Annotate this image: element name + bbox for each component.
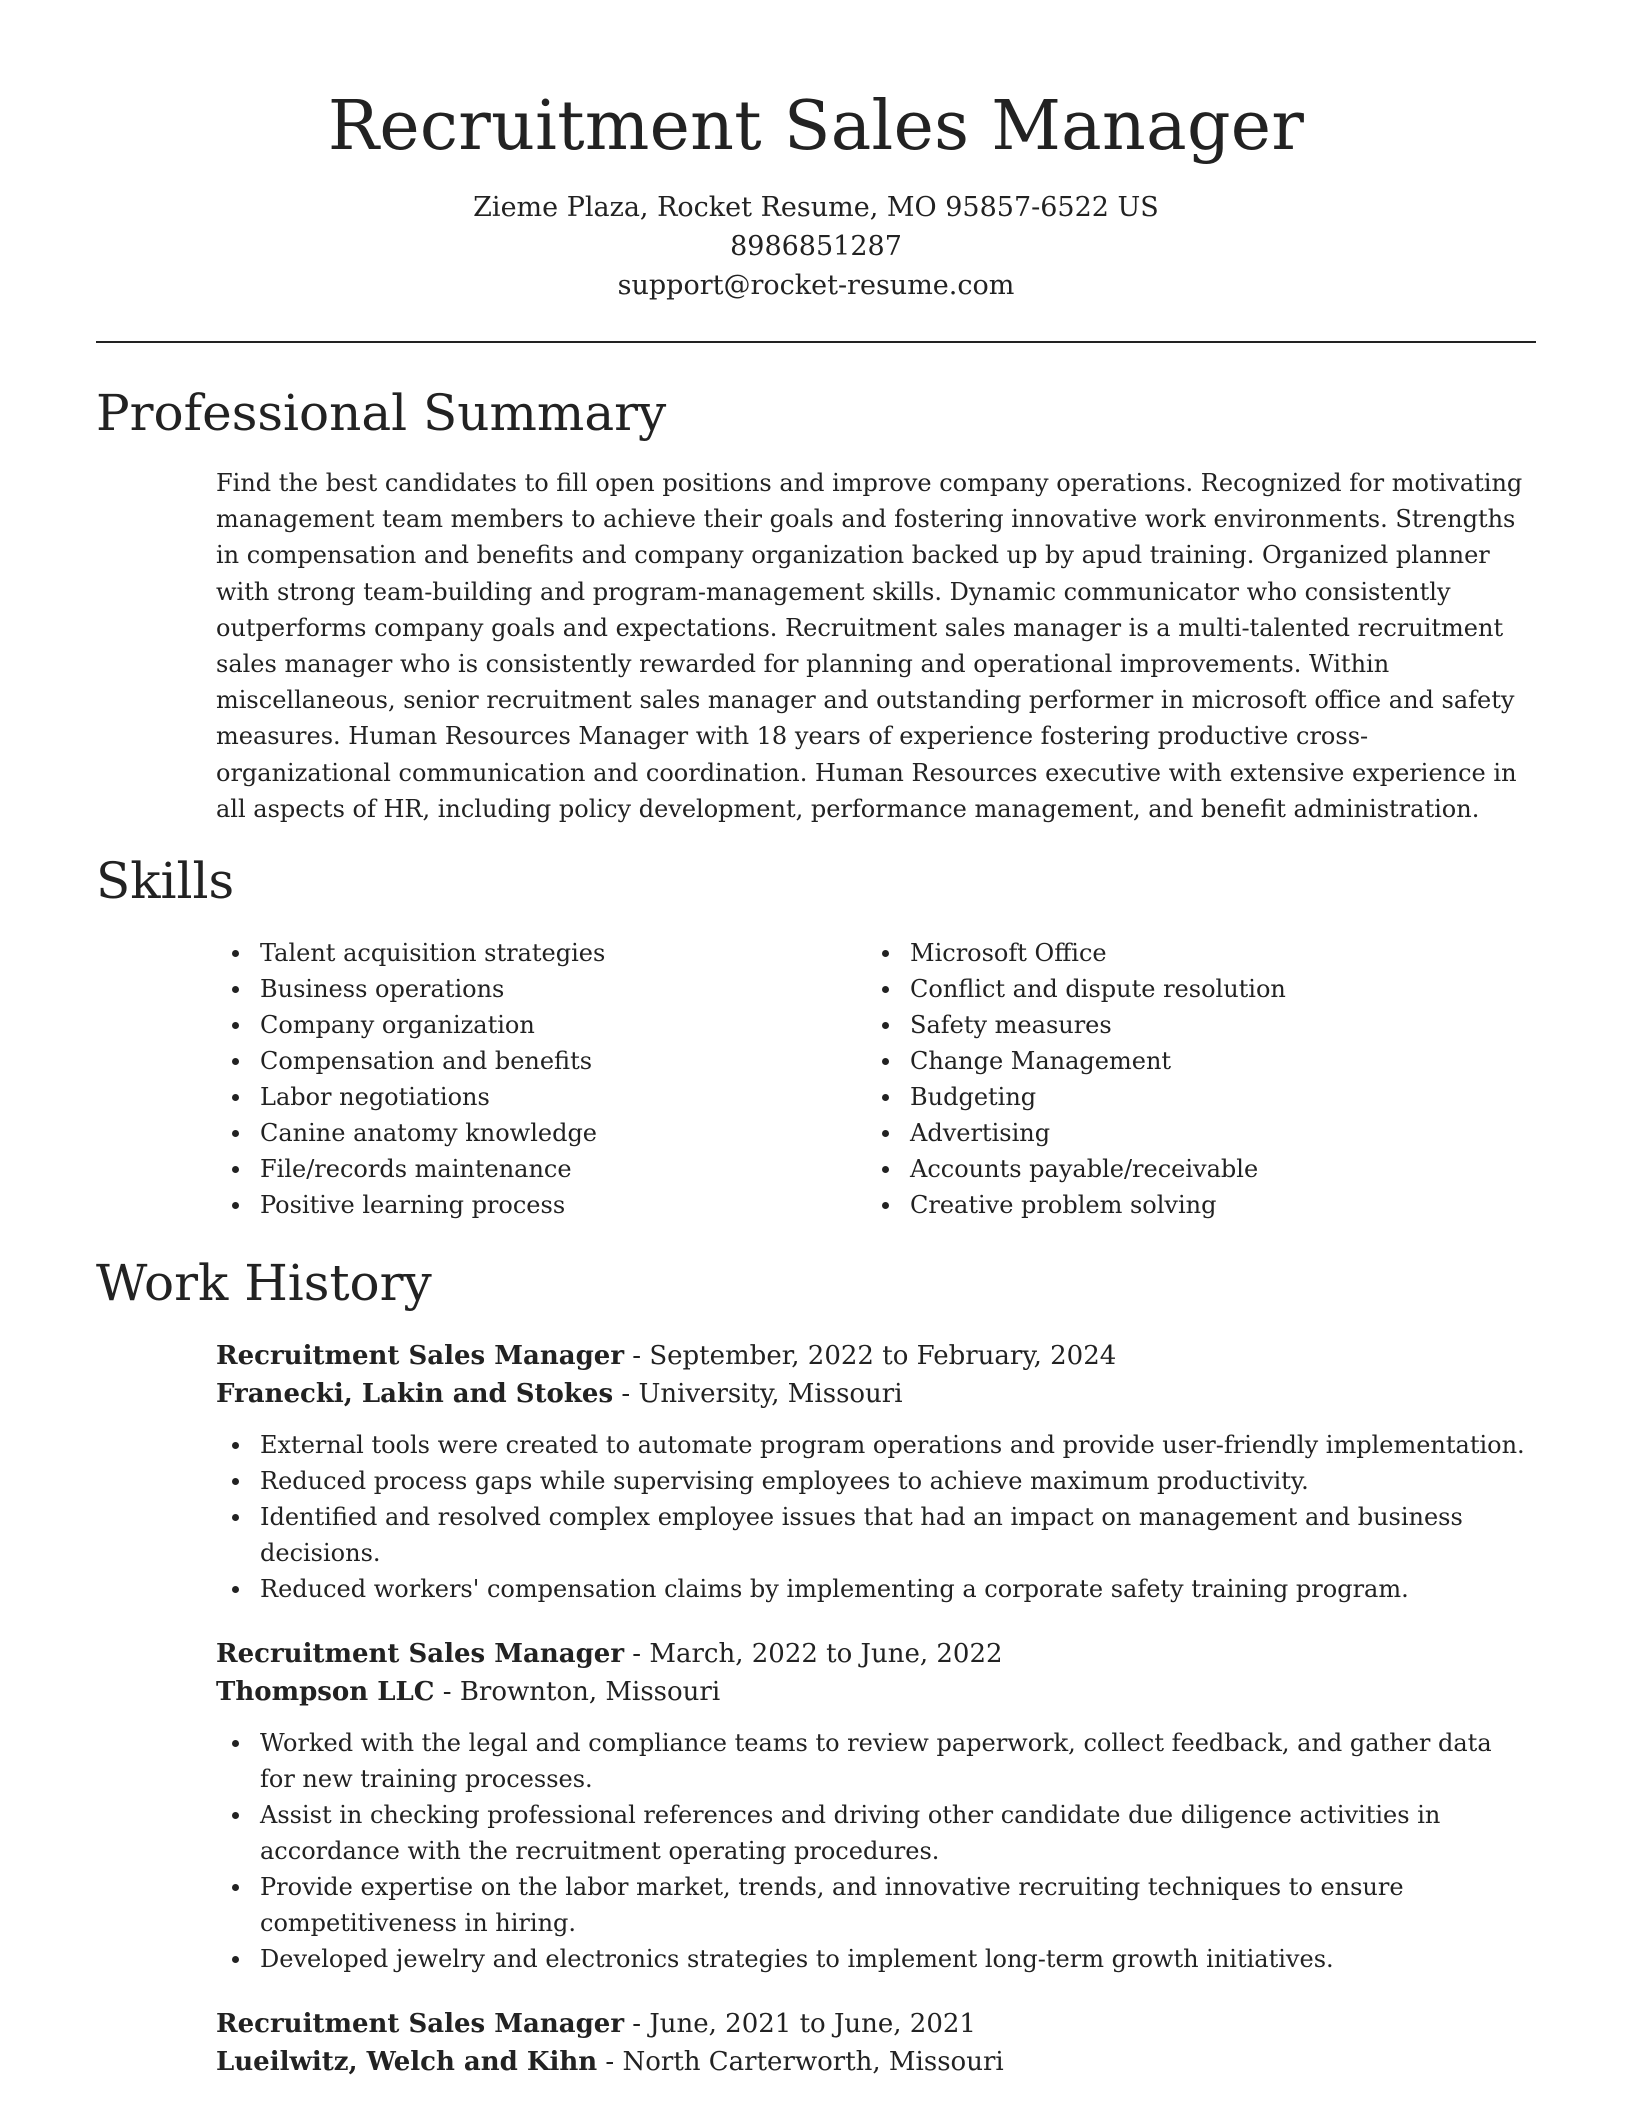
job-entry [216,1635,1528,1977]
job-title-line [216,1635,1528,1673]
job-entry [216,1337,1528,1607]
skill-item: Budgeting [866,1079,1516,1115]
summary-text: Find the best candidates to fill open positions and improve company operations. Recognized for motivating management team members to achieve their goals and fostering innovative work environments. Strengths in compensation and benefits and company organization backed up by apud training. Organized planner with strong team-building and program-management skills. Dynamic communicator who consistently outperforms company goals and expectations. Recruitment sales manager is a multi-talented recruitment sales manager who is consistently rewarded for planning and operational improvements. Within miscellaneous, senior recruitment sales manager and outstanding performer in microsoft office and safety measures. Human Resources Manager with 18 years of experience fostering productive cross-organizational communication and coordination. Human Resources executive with extensive experience in all aspects of HR, including policy development, performance management, and benefit administration. [216,469,1523,823]
company-name: Franecki, Lakin and Stokes [216,1379,614,1410]
skill-item: Business operations [216,971,866,1007]
job-location: North Carterworth, Missouri [622,2047,1004,2078]
skill-item: File/records maintenance [216,1151,866,1187]
job-bullet: Developed jewelry and electronics strategies to implement long-term growth initiatives. [216,1941,1528,1977]
skill-item: Company organization [216,1007,866,1043]
job-bullet: Assist in checking professional references and driving other candidate due diligence activities in accordance with the recruitment operating procedures. [216,1797,1528,1869]
skill-item: Advertising [866,1115,1516,1151]
job-bullets [216,1427,1528,1607]
email-address: support@rocket-resume.com [617,270,1015,301]
separator: - [624,1639,650,1670]
job-bullet: Identified and resolved complex employee issues that had an impact on management and business decisions. [216,1499,1528,1571]
job-bullets [216,1725,1528,1977]
separator: - [597,2047,623,2078]
skill-item: Safety measures [866,1007,1516,1043]
skill-item: Conflict and dispute resolution [866,971,1516,1007]
job-bullet: Worked with the legal and compliance teams to review paperwork, collect feedback, and gather data for new training processes. [216,1725,1528,1797]
skills-column-left [216,935,866,1223]
skill-item: Accounts payable/receivable [866,1151,1516,1187]
skill-item: Canine anatomy knowledge [216,1115,866,1151]
job-location: University, Missouri [638,1379,903,1410]
header-divider [96,341,1536,343]
job-bullet: Reduced workers' compensation claims by implementing a corporate safety training program. [216,1571,1528,1607]
skill-item: Labor negotiations [216,1079,866,1115]
company-line [216,1673,1528,1711]
skill-item: Change Management [866,1043,1516,1079]
job-bullet: Provide expertise on the labor market, trends, and innovative recruiting techniques to ensure competitiveness in hiring. [216,1869,1528,1941]
job-bullet: Reduced process gaps while supervising employees to achieve maximum productivity. [216,1463,1528,1499]
job-dates: September, 2022 to February, 2024 [649,1341,1117,1372]
skill-item: Compensation and benefits [216,1043,866,1079]
job-title: Recruitment Sales Manager [216,1639,625,1670]
job-title: Recruitment Sales Manager [216,2009,625,2040]
company-name: Lueilwitz, Welch and Kihn [216,2047,598,2078]
job-dates: June, 2021 to June, 2021 [649,2009,976,2040]
job-dates: March, 2022 to June, 2022 [649,1639,1003,1670]
company-name: Thompson LLC [216,1677,435,1708]
skill-item: Microsoft Office [866,935,1516,971]
separator: - [624,2009,650,2040]
company-line [216,2043,1528,2081]
skills-heading: Skills [96,852,235,911]
company-line [216,1375,1528,1413]
address: Zieme Plaza, Rocket Resume, MO 95857-6522 US [473,192,1159,223]
skills-column-right [866,935,1516,1223]
job-title-line [216,2005,1528,2043]
phone-number: 8986851287 [730,231,902,262]
job-entry [216,2005,1528,2081]
job-bullet: External tools were created to automate program operations and provide user-friendly implementation. [216,1427,1528,1463]
resume-page [96,0,1536,2081]
job-location: Brownton, Missouri [459,1677,721,1708]
skill-item: Talent acquisition strategies [216,935,866,971]
separator: - [434,1677,460,1708]
skills-list [216,935,1536,1223]
job-title: Recruitment Sales Manager [216,1341,625,1372]
skill-item: Creative problem solving [866,1187,1516,1223]
separator: - [613,1379,639,1410]
separator: - [624,1341,650,1372]
contact-info [96,188,1536,305]
resume-header [96,0,1536,305]
work-history-heading: Work History [96,1254,432,1313]
job-title-line [216,1337,1528,1375]
summary-heading: Professional Summary [96,384,667,442]
candidate-name: Recruitment Sales Manager [327,87,1305,166]
skill-item: Positive learning process [216,1187,866,1223]
